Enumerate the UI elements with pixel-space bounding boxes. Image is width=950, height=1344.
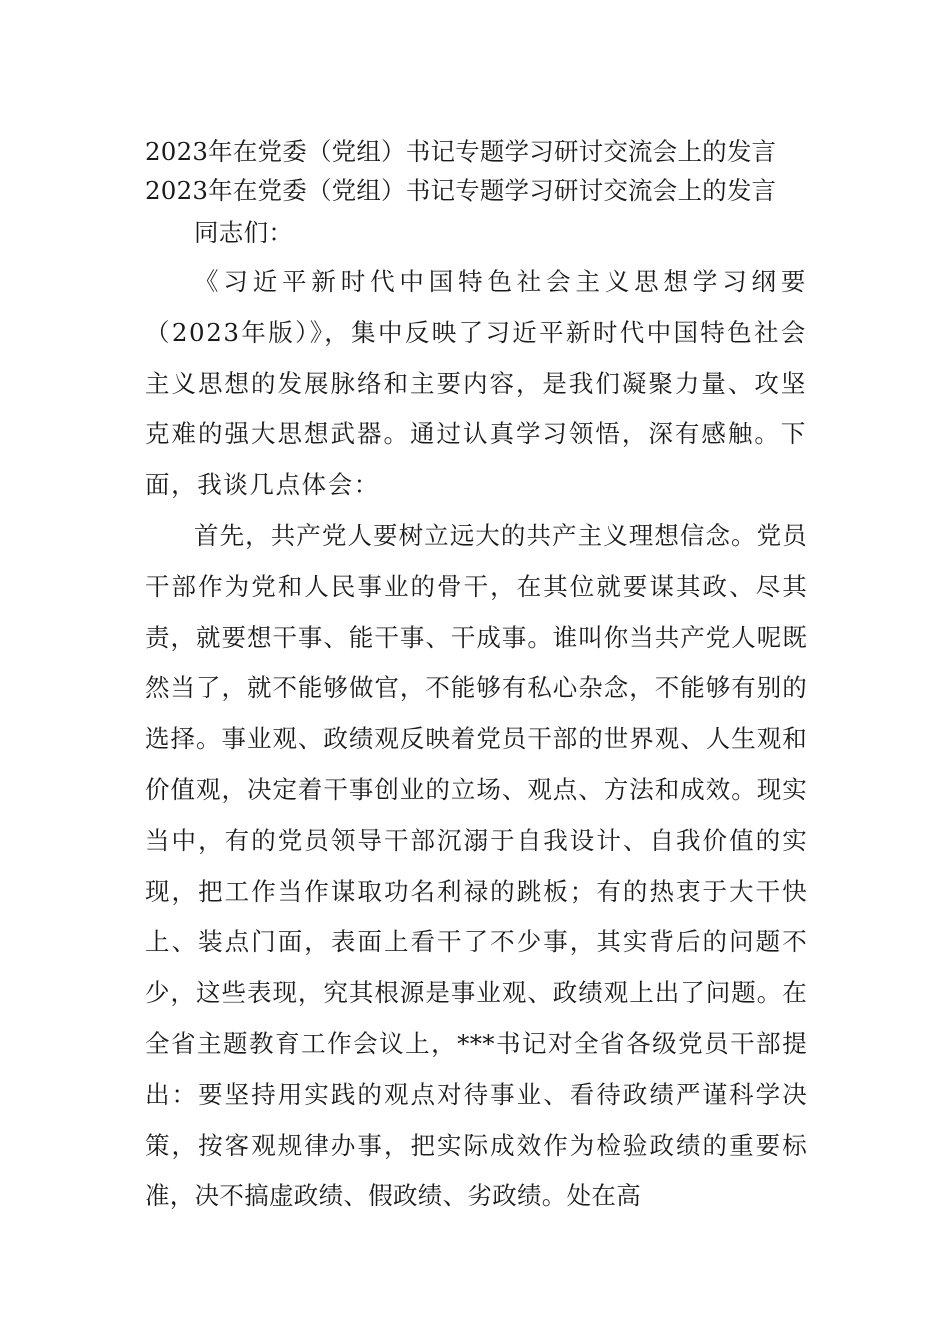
- paragraph-first-point: 首先，共产党人要树立远大的共产主义理想信念。党员干部作为党和人民事业的骨干，在其位就要谋其政、尽其责，就要想干事、能干事、干成事。谁叫你当共产党人呢既然当了，就不能够做官，不能够有私心杂念，不能够有别的选择。事业观、政绩观反映着党员干部的世界观、人生观和价值观，决定着干事创业的立场、观点、方法和成效。现实当中，有的党员领导干部沉溺于自我设计、自我价值的实现，把工作当作谋取功名利禄的跳板；有的热衷于大干快上、装点门面，表面上看干了不少事，其实背后的问题不少，这些表现，究其根源是事业观、政绩观上出了问题。在全省主题教育工作会议上，***书记对全省各级党员干部提出：要坚持用实践的观点对待事业、看待政绩严谨科学决策，按客观规律办事，把实际成效作为检验政绩的重要标准，决不搞虚政绩、假政绩、劣政绩。处在高: [145, 520, 807, 1211]
- document-body: [145, 132, 807, 1222]
- document-title-repeat: 2023年在党委（党组）书记专题学习研讨交流会上的发言: [145, 176, 777, 205]
- document-title: 2023年在党委（党组）书记专题学习研讨交流会上的发言: [145, 137, 777, 166]
- paragraph-intro: 《习近平新时代中国特色社会主义思想学习纲要（2023年版）》，集中反映了习近平新时代中国特色社会主义思想的发展脉络和主要内容，是我们凝聚力量、攻坚克难的强大思想武器。通过认真学习领悟，深有感触。下面，我谈几点体会：: [145, 267, 807, 500]
- salutation: 同志们：: [194, 218, 294, 247]
